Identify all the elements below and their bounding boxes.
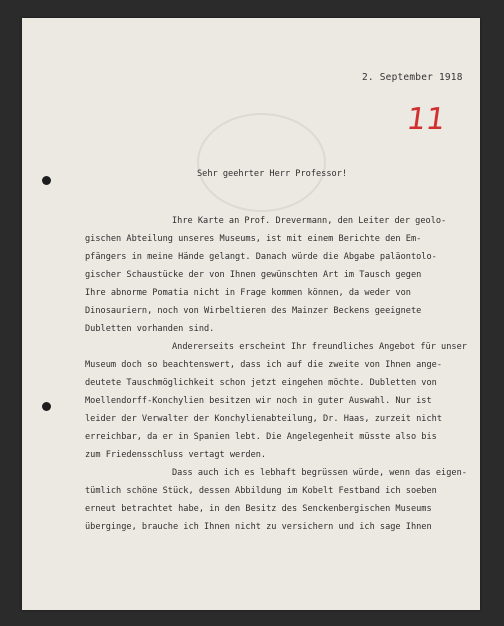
body-line: Ihre Karte an Prof. Drevermann, den Leiter der geolo- <box>172 216 447 226</box>
body-line: deutete Tauschmöglichkeit schon jetzt eingehen möchte. Dubletten von <box>85 378 437 388</box>
punch-hole-bottom <box>42 402 51 411</box>
punch-hole-top <box>42 176 51 185</box>
body-line: gischen Abteilung unseres Museums, ist mit einem Berichte den Em- <box>85 234 422 244</box>
body-line: tümlich schöne Stück, dessen Abbildung im Kobelt Festband ich soeben <box>85 486 437 496</box>
body-line: gischer Schaustücke der von Ihnen gewünschten Art im Tausch gegen <box>85 270 422 280</box>
body-line: Ihre abnorme Pomatia nicht in Frage kommen können, da weder von <box>85 288 411 298</box>
faded-stamp <box>197 113 326 212</box>
body-line: erneut betrachtet habe, in den Besitz des Senckenbergischen Museums <box>85 504 432 514</box>
body-line: zum Friedensschluss vertagt werden. <box>85 450 267 460</box>
body-line: pfängers in meine Hände gelangt. Danach würde die Abgabe paläontolo- <box>85 252 437 262</box>
body-line: Dass auch ich es lebhaft begrüssen würde, wenn das eigen- <box>172 468 467 478</box>
body-line: Dinosauriern, noch von Wirbeltieren des Mainzer Beckens geeignete <box>85 306 422 316</box>
salutation: Sehr geehrter Herr Professor! <box>197 169 348 179</box>
letter-date: 2. September 1918 <box>362 72 463 83</box>
body-line: Moellendorff-Konchylien besitzen wir noch in guter Auswahl. Nur ist <box>85 396 432 406</box>
folio-number: 11 <box>404 102 448 137</box>
body-line: Dubletten vorhanden sind. <box>85 324 215 334</box>
body-line: überginge, brauche ich Ihnen nicht zu versichern und ich sage Ihnen <box>85 522 432 532</box>
body-line: Museum doch so beachtenswert, dass ich auf die zweite von Ihnen ange- <box>85 360 442 370</box>
body-line: erreichbar, da er in Spanien lebt. Die Angelegenheit müsste also bis <box>85 432 437 442</box>
body-line: leider der Verwalter der Konchylienabteilung, Dr. Haas, zurzeit nicht <box>85 414 442 424</box>
body-line: Andererseits erscheint Ihr freundliches Angebot für unser <box>172 342 467 352</box>
letter-page <box>22 18 480 610</box>
